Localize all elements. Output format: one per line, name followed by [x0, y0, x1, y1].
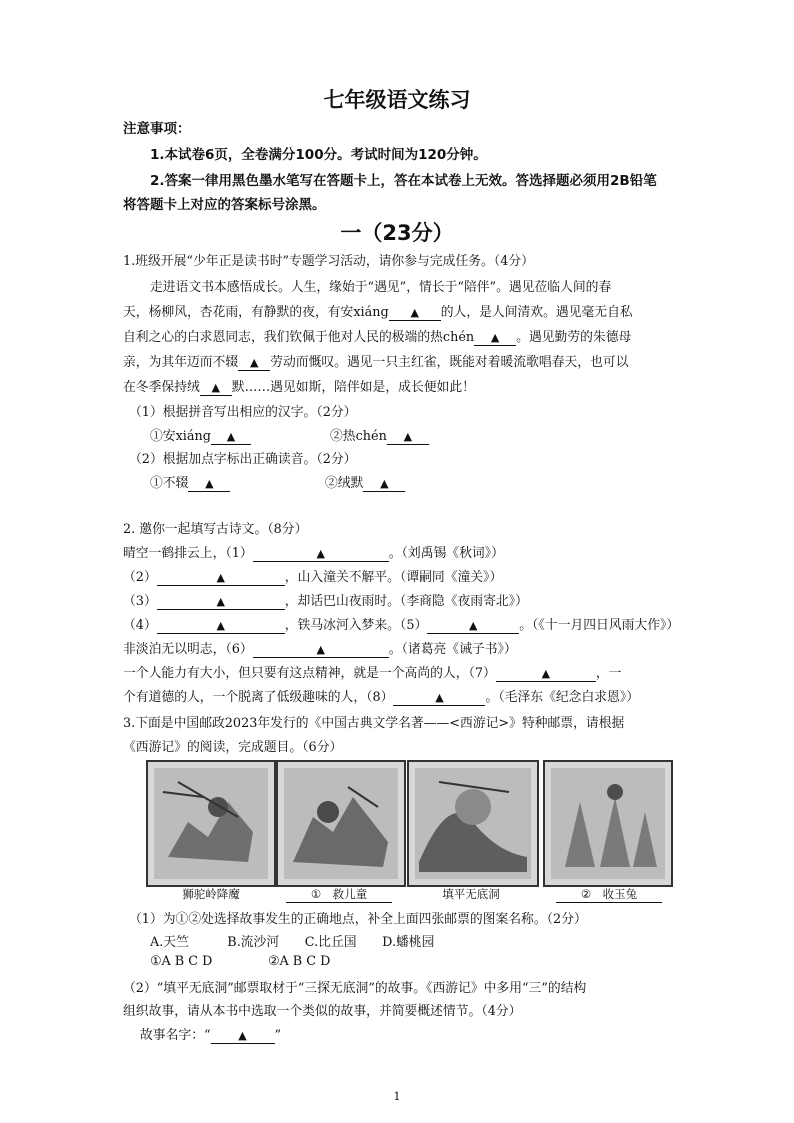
q3-sub-2b: 组织故事，请从本书中选取一个类似的故事，并简要概述情节。（4分） — [123, 1004, 522, 1019]
q1-sub-1a-label: ①安xiáng — [150, 429, 211, 444]
answer-blank[interactable] — [238, 356, 270, 371]
answer-blank[interactable] — [393, 691, 485, 706]
q2-line-1 — [123, 542, 504, 562]
answer-blank[interactable] — [389, 306, 441, 321]
stamp-image-4 — [543, 760, 673, 887]
q1-sub-1a — [150, 425, 251, 445]
triangle-mark-icon: ▲ — [490, 331, 500, 344]
note-item-2b: 将答题卡上对应的答案标号涂黑。 — [123, 197, 326, 213]
q1-passage-line-5 — [123, 376, 475, 396]
q3-sub-2a: （2）“填平无底洞”邮票取材于“三探无底洞”的故事。《西游记》中多用“三”的结构 — [123, 981, 587, 996]
q2-l2-text-b: ，山入潼关不解平。（谭嗣同《潼关》） — [284, 570, 503, 585]
stamp-caption-4[interactable]: ② 收玉兔 — [556, 886, 662, 903]
q3-answer-choice-2[interactable]: ②A B C D — [268, 954, 331, 969]
answer-blank[interactable] — [211, 1029, 275, 1044]
q2-l7-text-b: 。（毛泽东《纪念白求恩》） — [485, 690, 640, 705]
q2-l3-text-b: ，却话巴山夜雨时。（李商隐《夜雨寄北》） — [284, 594, 528, 609]
answer-blank[interactable] — [211, 430, 251, 445]
triangle-mark-icon: ▲ — [216, 595, 225, 608]
q2-line-4 — [123, 614, 679, 634]
q3-answer-choice-1[interactable]: ①A B C D — [150, 954, 213, 969]
triangle-mark-icon: ▲ — [403, 430, 413, 443]
triangle-mark-icon: ▲ — [211, 381, 221, 394]
triangle-mark-icon: ▲ — [205, 477, 214, 490]
triangle-mark-icon: ▲ — [238, 1029, 247, 1042]
q2-l1-text-b: 。（刘禹锡《秋词》） — [388, 546, 504, 561]
q1-p4-text-b: 劳动而慨叹。遇见一只主红雀，既能对着暖流歌唱春天，也可以 — [270, 355, 629, 370]
q2-line-7 — [123, 686, 639, 706]
q1-sub-1b — [330, 425, 429, 445]
answer-blank[interactable] — [363, 477, 405, 492]
q1-sub-2a-label: ①不辍 — [150, 476, 189, 491]
notes-header: 注意事项： — [123, 121, 191, 137]
stamp-image-2 — [276, 760, 406, 887]
stamp-image-3 — [407, 760, 539, 887]
stamp-caption-2[interactable]: ① 救儿童 — [286, 886, 392, 903]
q1-p5-text-a: 在冬季保持绒 — [123, 380, 200, 395]
q1-passage-line-3 — [123, 326, 631, 346]
triangle-mark-icon: ▲ — [541, 667, 551, 680]
q3-stem-2: 《西游记》的阅读，完成题目。（6分） — [123, 740, 343, 755]
page-title: 七年级语文练习 — [323, 88, 471, 112]
stamp-image-1 — [146, 760, 276, 887]
q2-l2-text-a: （2） — [123, 570, 157, 585]
answer-blank[interactable] — [253, 547, 389, 562]
q1-passage-line-4 — [123, 351, 628, 371]
q3-story-name — [140, 1024, 281, 1044]
triangle-mark-icon: ▲ — [216, 619, 225, 632]
q3-sub-1: （1）为①②处选择故事发生的正确地点，补全上面四张邮票的图案名称。（2分） — [129, 912, 587, 927]
q2-l7-text-a: 个有道德的人，一个脱离了低级趣味的人，（8） — [123, 690, 394, 705]
q2-l4-text-b: ，铁马冰河入梦来。（5） — [284, 618, 428, 633]
section-heading: 一（23分） — [340, 221, 454, 245]
q1-sub-1b-label: ②热chén — [330, 429, 387, 444]
q2-l5-text-a: 非淡泊无以明志，（6） — [123, 642, 253, 657]
q2-l4-text-a: （4） — [123, 618, 157, 633]
answer-blank[interactable] — [200, 381, 232, 396]
triangle-mark-icon: ▲ — [469, 619, 478, 632]
q1-passage-line-1: 走进语文书本感悟成长。人生，缘始于“遇见”，情长于“陪伴”。遇见莅临人间的春 — [150, 280, 612, 295]
answer-blank[interactable] — [387, 430, 429, 445]
q1-sub-2b-label: ②绒默 — [325, 476, 364, 491]
answer-blank[interactable] — [157, 595, 285, 610]
page-number: 1 — [393, 1090, 401, 1103]
q1-p5-text-b: 默……遇见如斯，陪伴如是，成长便如此！ — [231, 380, 475, 395]
q1-sub-2b — [325, 472, 405, 492]
story-end-quote: ” — [274, 1028, 282, 1043]
q2-line-6 — [123, 662, 621, 682]
triangle-mark-icon: ▲ — [216, 571, 225, 584]
q2-l1-text-a: 晴空一鹤排云上，（1） — [123, 546, 253, 561]
triangle-mark-icon: ▲ — [435, 691, 444, 704]
note-item-2a: 2.答案一律用黑色墨水笔写在答题卡上，答在本试卷上无效。答选择题必须用2B铅笔 — [150, 173, 657, 189]
q1-p4-text-a: 亲，为其年迈而不辍 — [123, 355, 239, 370]
q1-stem: 1.班级开展“少年正是读书时”专题学习活动，请你参与完成任务。（4分） — [123, 254, 534, 269]
q2-l3-text-a: （3） — [123, 594, 157, 609]
q1-p2-text-b: 的人，是人间清欢。遇见毫无自私 — [440, 305, 633, 320]
answer-blank[interactable] — [496, 667, 596, 682]
q1-sub-2: （2）根据加点字标出正确读音。（2分） — [129, 452, 357, 467]
q1-p3-text-b: 。遇见勤劳的朱德母 — [516, 330, 632, 345]
triangle-mark-icon: ▲ — [316, 643, 325, 656]
q2-line-3 — [123, 590, 528, 610]
q1-p3-text-a: 自利之心的白求恩同志，我们钦佩于他对人民的极端的热chén — [123, 330, 475, 345]
q3-stem-1: 3.下面是中国邮政2023年发行的《中国古典文学名著——<西游记>》特种邮票，请根据 — [123, 716, 625, 731]
answer-blank[interactable] — [427, 619, 519, 634]
triangle-mark-icon: ▲ — [380, 477, 389, 490]
triangle-mark-icon: ▲ — [226, 430, 236, 443]
answer-blank[interactable] — [188, 477, 230, 492]
answer-blank[interactable] — [474, 331, 516, 346]
q2-l5-text-b: 。（诸葛亮《诫子书》） — [388, 642, 517, 657]
story-label: 故事名字：“ — [140, 1028, 211, 1043]
q1-p2-text-a: 天，杨柳风，杏花雨，有静默的夜，有安xiáng — [123, 305, 389, 320]
stamp-caption-1: 狮驼岭降魔 — [182, 887, 240, 901]
triangle-mark-icon: ▲ — [249, 356, 259, 369]
triangle-mark-icon: ▲ — [316, 547, 325, 560]
q2-line-2 — [123, 566, 502, 586]
q2-l6-text-b: ，一 — [595, 666, 622, 681]
answer-blank[interactable] — [157, 619, 285, 634]
stamp-caption-3: 填平无底洞 — [442, 887, 500, 901]
q1-sub-2a — [150, 472, 230, 492]
q1-sub-1: （1）根据拼音写出相应的汉字。（2分） — [129, 405, 357, 420]
answer-blank[interactable] — [157, 571, 285, 586]
q1-passage-line-2 — [123, 301, 633, 321]
triangle-mark-icon: ▲ — [410, 306, 419, 319]
q2-l4-text-c: 。（《十一月四日风雨大作》） — [519, 618, 680, 633]
answer-blank[interactable] — [253, 643, 389, 658]
q2-stem: 2. 邀你一起填写古诗文。（8分） — [123, 522, 308, 537]
q2-l6-text-a: 一个人能力有大小，但只要有这点精神，就是一个高尚的人，（7） — [123, 666, 496, 681]
q2-line-5 — [123, 638, 517, 658]
note-item-1: 1.本试卷6页，全卷满分100分。考试时间为120分钟。 — [150, 147, 487, 163]
q3-options: A.天竺 B.流沙河 C.比丘国 D.蟠桃园 — [150, 935, 435, 950]
